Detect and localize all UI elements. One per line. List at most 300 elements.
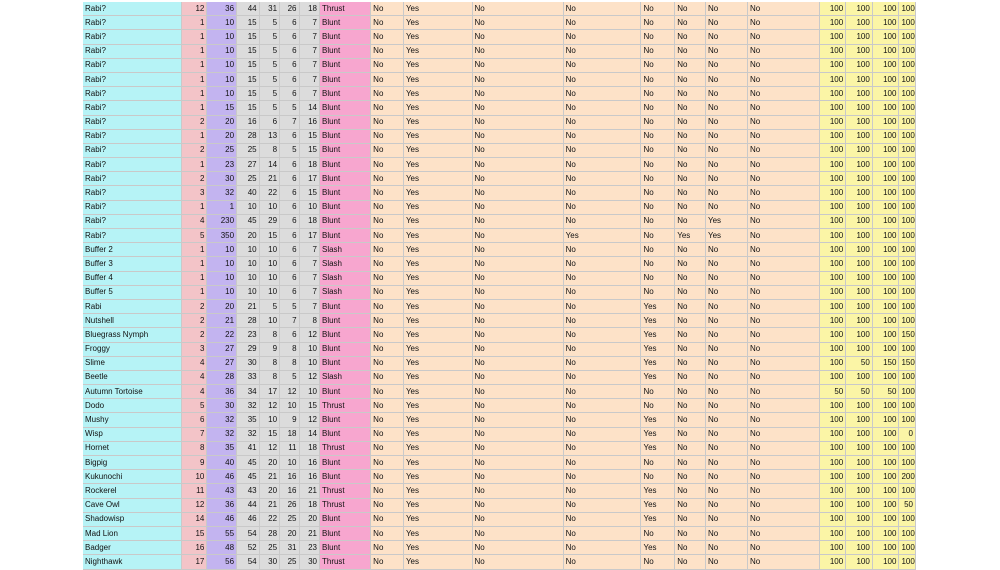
flag2-cell[interactable]: Yes (403, 385, 472, 399)
resist4-cell[interactable]: 100 (899, 314, 916, 328)
flag5-cell[interactable]: Yes (641, 342, 675, 356)
stat4-cell[interactable]: 12 (299, 328, 319, 342)
flag6-cell[interactable]: No (675, 342, 706, 356)
hp-cell[interactable]: 15 (207, 101, 237, 115)
level-cell[interactable]: 1 (181, 30, 207, 44)
attack-type-cell[interactable]: Blunt (319, 172, 370, 186)
level-cell[interactable]: 1 (181, 16, 207, 30)
resist4-cell[interactable]: 100 (899, 243, 916, 257)
resist3-cell[interactable]: 100 (872, 498, 899, 512)
hp-cell[interactable]: 30 (207, 172, 237, 186)
flag3-cell[interactable]: No (472, 498, 563, 512)
flag6-cell[interactable]: No (675, 314, 706, 328)
attack-type-cell[interactable]: Thrust (319, 399, 370, 413)
flag7-cell[interactable]: No (705, 484, 747, 498)
stat2-cell[interactable]: 22 (259, 186, 279, 200)
stat4-cell[interactable]: 15 (299, 399, 319, 413)
name-cell[interactable]: Kukunochi (83, 470, 181, 484)
resist4-cell[interactable]: 0 (899, 427, 916, 441)
stat3-cell[interactable]: 6 (280, 172, 299, 186)
resist1-cell[interactable]: 100 (819, 328, 846, 342)
flag4-cell[interactable]: No (563, 243, 641, 257)
flag4-cell[interactable]: No (563, 44, 641, 58)
name-cell[interactable]: Mad Lion (83, 526, 181, 540)
resist2-cell[interactable]: 100 (846, 441, 873, 455)
flag7-cell[interactable]: No (705, 257, 747, 271)
attack-type-cell[interactable]: Thrust (319, 2, 370, 16)
stat1-cell[interactable]: 10 (237, 243, 260, 257)
flag4-cell[interactable]: No (563, 129, 641, 143)
flag2-cell[interactable]: Yes (403, 285, 472, 299)
flag7-cell[interactable]: No (705, 16, 747, 30)
attack-type-cell[interactable]: Blunt (319, 229, 370, 243)
stat3-cell[interactable]: 6 (280, 229, 299, 243)
flag6-cell[interactable]: No (675, 101, 706, 115)
flag5-cell[interactable]: Yes (641, 370, 675, 384)
flag2-cell[interactable]: Yes (403, 470, 472, 484)
hp-cell[interactable]: 10 (207, 72, 237, 86)
resist2-cell[interactable]: 100 (846, 285, 873, 299)
flag1-cell[interactable]: No (371, 427, 404, 441)
flag1-cell[interactable]: No (371, 413, 404, 427)
resist4-cell[interactable]: 100 (899, 370, 916, 384)
level-cell[interactable]: 6 (181, 413, 207, 427)
resist2-cell[interactable]: 100 (846, 399, 873, 413)
flag5-cell[interactable]: No (641, 44, 675, 58)
flag8-cell[interactable]: No (747, 399, 819, 413)
attack-type-cell[interactable]: Thrust (319, 498, 370, 512)
flag6-cell[interactable]: No (675, 299, 706, 313)
level-cell[interactable]: 5 (181, 229, 207, 243)
stat3-cell[interactable]: 6 (280, 328, 299, 342)
hp-cell[interactable]: 32 (207, 413, 237, 427)
flag4-cell[interactable]: No (563, 87, 641, 101)
resist2-cell[interactable]: 100 (846, 370, 873, 384)
flag2-cell[interactable]: Yes (403, 30, 472, 44)
flag1-cell[interactable]: No (371, 342, 404, 356)
stat3-cell[interactable]: 6 (280, 87, 299, 101)
flag3-cell[interactable]: No (472, 87, 563, 101)
attack-type-cell[interactable]: Blunt (319, 328, 370, 342)
stat4-cell[interactable]: 23 (299, 541, 319, 555)
flag4-cell[interactable]: No (563, 498, 641, 512)
flag8-cell[interactable]: No (747, 2, 819, 16)
flag2-cell[interactable]: Yes (403, 413, 472, 427)
flag1-cell[interactable]: No (371, 87, 404, 101)
level-cell[interactable]: 1 (181, 44, 207, 58)
name-cell[interactable]: Bluegrass Nymph (83, 328, 181, 342)
flag1-cell[interactable]: No (371, 285, 404, 299)
resist4-cell[interactable]: 100 (899, 484, 916, 498)
flag5-cell[interactable]: Yes (641, 356, 675, 370)
stat1-cell[interactable]: 30 (237, 356, 260, 370)
flag8-cell[interactable]: No (747, 285, 819, 299)
stat1-cell[interactable]: 43 (237, 484, 260, 498)
flag4-cell[interactable]: No (563, 72, 641, 86)
flag3-cell[interactable]: No (472, 299, 563, 313)
stat4-cell[interactable]: 10 (299, 342, 319, 356)
stat1-cell[interactable]: 20 (237, 229, 260, 243)
hp-cell[interactable]: 46 (207, 470, 237, 484)
flag4-cell[interactable]: No (563, 413, 641, 427)
stat2-cell[interactable]: 21 (259, 470, 279, 484)
resist4-cell[interactable]: 100 (899, 541, 916, 555)
flag8-cell[interactable]: No (747, 526, 819, 540)
stat1-cell[interactable]: 40 (237, 186, 260, 200)
flag3-cell[interactable]: No (472, 58, 563, 72)
resist4-cell[interactable]: 150 (899, 328, 916, 342)
flag4-cell[interactable]: No (563, 512, 641, 526)
hp-cell[interactable]: 56 (207, 555, 237, 569)
hp-cell[interactable]: 36 (207, 385, 237, 399)
resist3-cell[interactable]: 100 (872, 541, 899, 555)
name-cell[interactable]: Dodo (83, 399, 181, 413)
resist2-cell[interactable]: 100 (846, 44, 873, 58)
resist3-cell[interactable]: 100 (872, 44, 899, 58)
flag6-cell[interactable]: No (675, 115, 706, 129)
flag2-cell[interactable]: Yes (403, 229, 472, 243)
flag4-cell[interactable]: No (563, 16, 641, 30)
resist1-cell[interactable]: 100 (819, 158, 846, 172)
attack-type-cell[interactable]: Blunt (319, 129, 370, 143)
resist1-cell[interactable]: 100 (819, 299, 846, 313)
stat3-cell[interactable]: 6 (280, 285, 299, 299)
resist2-cell[interactable]: 100 (846, 172, 873, 186)
flag3-cell[interactable]: No (472, 2, 563, 16)
flag1-cell[interactable]: No (371, 399, 404, 413)
flag1-cell[interactable]: No (371, 314, 404, 328)
stat2-cell[interactable]: 29 (259, 214, 279, 228)
flag5-cell[interactable]: No (641, 186, 675, 200)
stat4-cell[interactable]: 18 (299, 158, 319, 172)
flag3-cell[interactable]: No (472, 172, 563, 186)
flag8-cell[interactable]: No (747, 271, 819, 285)
level-cell[interactable]: 2 (181, 115, 207, 129)
flag3-cell[interactable]: No (472, 470, 563, 484)
resist2-cell[interactable]: 100 (846, 158, 873, 172)
resist3-cell[interactable]: 100 (872, 257, 899, 271)
flag7-cell[interactable]: No (705, 399, 747, 413)
flag6-cell[interactable]: No (675, 58, 706, 72)
resist4-cell[interactable]: 100 (899, 101, 916, 115)
name-cell[interactable]: Mushy (83, 413, 181, 427)
flag2-cell[interactable]: Yes (403, 441, 472, 455)
flag8-cell[interactable]: No (747, 72, 819, 86)
resist3-cell[interactable]: 100 (872, 271, 899, 285)
flag8-cell[interactable]: No (747, 512, 819, 526)
stat3-cell[interactable]: 10 (280, 399, 299, 413)
stat4-cell[interactable]: 7 (299, 285, 319, 299)
flag6-cell[interactable]: No (675, 214, 706, 228)
stat1-cell[interactable]: 29 (237, 342, 260, 356)
flag8-cell[interactable]: No (747, 441, 819, 455)
flag6-cell[interactable]: No (675, 385, 706, 399)
flag6-cell[interactable]: No (675, 413, 706, 427)
resist3-cell[interactable]: 100 (872, 229, 899, 243)
flag5-cell[interactable]: No (641, 72, 675, 86)
flag3-cell[interactable]: No (472, 342, 563, 356)
flag5-cell[interactable]: No (641, 58, 675, 72)
attack-type-cell[interactable]: Thrust (319, 555, 370, 569)
flag6-cell[interactable]: No (675, 399, 706, 413)
name-cell[interactable]: Rabi? (83, 87, 181, 101)
flag5-cell[interactable]: Yes (641, 427, 675, 441)
resist1-cell[interactable]: 100 (819, 427, 846, 441)
flag2-cell[interactable]: Yes (403, 314, 472, 328)
stat2-cell[interactable]: 31 (259, 2, 279, 16)
flag5-cell[interactable]: No (641, 87, 675, 101)
stat1-cell[interactable]: 25 (237, 143, 260, 157)
hp-cell[interactable]: 32 (207, 186, 237, 200)
stat4-cell[interactable]: 7 (299, 30, 319, 44)
attack-type-cell[interactable]: Blunt (319, 200, 370, 214)
resist2-cell[interactable]: 100 (846, 200, 873, 214)
flag2-cell[interactable]: Yes (403, 456, 472, 470)
stat3-cell[interactable]: 25 (280, 555, 299, 569)
flag2-cell[interactable]: Yes (403, 16, 472, 30)
resist2-cell[interactable]: 50 (846, 356, 873, 370)
stat1-cell[interactable]: 27 (237, 158, 260, 172)
flag2-cell[interactable]: Yes (403, 101, 472, 115)
flag8-cell[interactable]: No (747, 257, 819, 271)
flag5-cell[interactable]: Yes (641, 328, 675, 342)
stat2-cell[interactable]: 8 (259, 328, 279, 342)
name-cell[interactable]: Buffer 3 (83, 257, 181, 271)
name-cell[interactable]: Buffer 2 (83, 243, 181, 257)
resist4-cell[interactable]: 100 (899, 87, 916, 101)
flag7-cell[interactable]: No (705, 555, 747, 569)
flag4-cell[interactable]: No (563, 214, 641, 228)
resist1-cell[interactable]: 100 (819, 441, 846, 455)
flag8-cell[interactable]: No (747, 427, 819, 441)
flag6-cell[interactable]: No (675, 470, 706, 484)
level-cell[interactable]: 4 (181, 370, 207, 384)
flag4-cell[interactable]: No (563, 456, 641, 470)
stat1-cell[interactable]: 33 (237, 370, 260, 384)
resist3-cell[interactable]: 100 (872, 413, 899, 427)
flag5-cell[interactable]: Yes (641, 413, 675, 427)
flag5-cell[interactable]: No (641, 285, 675, 299)
flag1-cell[interactable]: No (371, 470, 404, 484)
flag2-cell[interactable]: Yes (403, 186, 472, 200)
hp-cell[interactable]: 36 (207, 498, 237, 512)
stat2-cell[interactable]: 20 (259, 484, 279, 498)
flag7-cell[interactable]: No (705, 370, 747, 384)
flag5-cell[interactable]: No (641, 115, 675, 129)
resist1-cell[interactable]: 100 (819, 470, 846, 484)
flag6-cell[interactable]: No (675, 328, 706, 342)
attack-type-cell[interactable]: Blunt (319, 101, 370, 115)
flag8-cell[interactable]: No (747, 498, 819, 512)
flag6-cell[interactable]: No (675, 44, 706, 58)
flag8-cell[interactable]: No (747, 186, 819, 200)
stat2-cell[interactable]: 10 (259, 200, 279, 214)
flag5-cell[interactable]: No (641, 2, 675, 16)
stat4-cell[interactable]: 21 (299, 484, 319, 498)
flag3-cell[interactable]: No (472, 541, 563, 555)
resist4-cell[interactable]: 100 (899, 512, 916, 526)
resist4-cell[interactable]: 100 (899, 30, 916, 44)
flag7-cell[interactable]: No (705, 58, 747, 72)
name-cell[interactable]: Rabi? (83, 172, 181, 186)
stat4-cell[interactable]: 10 (299, 200, 319, 214)
stat3-cell[interactable]: 6 (280, 186, 299, 200)
resist3-cell[interactable]: 100 (872, 399, 899, 413)
resist4-cell[interactable]: 100 (899, 456, 916, 470)
resist1-cell[interactable]: 100 (819, 58, 846, 72)
resist2-cell[interactable]: 100 (846, 72, 873, 86)
level-cell[interactable]: 2 (181, 328, 207, 342)
flag6-cell[interactable]: No (675, 172, 706, 186)
hp-cell[interactable]: 36 (207, 2, 237, 16)
stat3-cell[interactable]: 16 (280, 470, 299, 484)
name-cell[interactable]: Nutshell (83, 314, 181, 328)
stat1-cell[interactable]: 41 (237, 441, 260, 455)
flag4-cell[interactable]: No (563, 328, 641, 342)
resist1-cell[interactable]: 100 (819, 87, 846, 101)
name-cell[interactable]: Bigpig (83, 456, 181, 470)
flag7-cell[interactable]: No (705, 115, 747, 129)
level-cell[interactable]: 2 (181, 143, 207, 157)
resist3-cell[interactable]: 100 (872, 101, 899, 115)
stat2-cell[interactable]: 10 (259, 285, 279, 299)
resist3-cell[interactable]: 100 (872, 172, 899, 186)
stat1-cell[interactable]: 15 (237, 30, 260, 44)
flag6-cell[interactable]: No (675, 30, 706, 44)
level-cell[interactable]: 12 (181, 498, 207, 512)
flag8-cell[interactable]: No (747, 115, 819, 129)
flag3-cell[interactable]: No (472, 512, 563, 526)
resist2-cell[interactable]: 100 (846, 214, 873, 228)
resist1-cell[interactable]: 100 (819, 30, 846, 44)
flag5-cell[interactable]: No (641, 200, 675, 214)
flag1-cell[interactable]: No (371, 370, 404, 384)
attack-type-cell[interactable]: Slash (319, 285, 370, 299)
flag1-cell[interactable]: No (371, 44, 404, 58)
flag6-cell[interactable]: No (675, 200, 706, 214)
resist2-cell[interactable]: 100 (846, 143, 873, 157)
flag4-cell[interactable]: No (563, 356, 641, 370)
resist2-cell[interactable]: 100 (846, 257, 873, 271)
resist2-cell[interactable]: 100 (846, 555, 873, 569)
resist3-cell[interactable]: 100 (872, 470, 899, 484)
name-cell[interactable]: Rabi? (83, 2, 181, 16)
flag5-cell[interactable]: No (641, 129, 675, 143)
flag2-cell[interactable]: Yes (403, 2, 472, 16)
resist1-cell[interactable]: 100 (819, 271, 846, 285)
stat1-cell[interactable]: 10 (237, 200, 260, 214)
level-cell[interactable]: 1 (181, 200, 207, 214)
resist2-cell[interactable]: 100 (846, 512, 873, 526)
flag5-cell[interactable]: No (641, 555, 675, 569)
flag8-cell[interactable]: No (747, 314, 819, 328)
flag7-cell[interactable]: No (705, 427, 747, 441)
stat1-cell[interactable]: 10 (237, 257, 260, 271)
stat3-cell[interactable]: 6 (280, 72, 299, 86)
stat2-cell[interactable]: 8 (259, 143, 279, 157)
stat3-cell[interactable]: 10 (280, 456, 299, 470)
resist4-cell[interactable]: 100 (899, 172, 916, 186)
flag1-cell[interactable]: No (371, 512, 404, 526)
resist4-cell[interactable]: 100 (899, 44, 916, 58)
level-cell[interactable]: 14 (181, 512, 207, 526)
flag4-cell[interactable]: No (563, 484, 641, 498)
flag1-cell[interactable]: No (371, 58, 404, 72)
stat4-cell[interactable]: 16 (299, 456, 319, 470)
flag4-cell[interactable]: No (563, 342, 641, 356)
resist3-cell[interactable]: 100 (872, 526, 899, 540)
flag5-cell[interactable]: No (641, 385, 675, 399)
flag2-cell[interactable]: Yes (403, 541, 472, 555)
resist4-cell[interactable]: 100 (899, 143, 916, 157)
stat4-cell[interactable]: 18 (299, 2, 319, 16)
flag5-cell[interactable]: No (641, 243, 675, 257)
level-cell[interactable]: 4 (181, 385, 207, 399)
flag8-cell[interactable]: No (747, 484, 819, 498)
flag4-cell[interactable]: No (563, 115, 641, 129)
flag5-cell[interactable]: No (641, 101, 675, 115)
flag3-cell[interactable]: No (472, 427, 563, 441)
flag6-cell[interactable]: No (675, 186, 706, 200)
stat2-cell[interactable]: 6 (259, 115, 279, 129)
flag1-cell[interactable]: No (371, 143, 404, 157)
stat4-cell[interactable]: 12 (299, 413, 319, 427)
attack-type-cell[interactable]: Slash (319, 271, 370, 285)
resist3-cell[interactable]: 100 (872, 299, 899, 313)
flag3-cell[interactable]: No (472, 115, 563, 129)
flag6-cell[interactable]: No (675, 285, 706, 299)
hp-cell[interactable]: 48 (207, 541, 237, 555)
attack-type-cell[interactable]: Slash (319, 370, 370, 384)
flag7-cell[interactable]: No (705, 314, 747, 328)
level-cell[interactable]: 1 (181, 129, 207, 143)
stat3-cell[interactable]: 6 (280, 257, 299, 271)
flag1-cell[interactable]: No (371, 214, 404, 228)
flag8-cell[interactable]: No (747, 172, 819, 186)
flag2-cell[interactable]: Yes (403, 200, 472, 214)
resist1-cell[interactable]: 100 (819, 285, 846, 299)
flag7-cell[interactable]: No (705, 101, 747, 115)
resist3-cell[interactable]: 100 (872, 143, 899, 157)
level-cell[interactable]: 9 (181, 456, 207, 470)
hp-cell[interactable]: 10 (207, 44, 237, 58)
hp-cell[interactable]: 27 (207, 342, 237, 356)
attack-type-cell[interactable]: Blunt (319, 158, 370, 172)
stat4-cell[interactable]: 7 (299, 16, 319, 30)
flag2-cell[interactable]: Yes (403, 214, 472, 228)
flag3-cell[interactable]: No (472, 413, 563, 427)
stat2-cell[interactable]: 5 (259, 58, 279, 72)
flag2-cell[interactable]: Yes (403, 555, 472, 569)
stat1-cell[interactable]: 15 (237, 101, 260, 115)
stat2-cell[interactable]: 17 (259, 385, 279, 399)
hp-cell[interactable]: 30 (207, 399, 237, 413)
resist1-cell[interactable]: 100 (819, 314, 846, 328)
stat3-cell[interactable]: 31 (280, 541, 299, 555)
flag1-cell[interactable]: No (371, 115, 404, 129)
flag4-cell[interactable]: No (563, 143, 641, 157)
flag7-cell[interactable]: No (705, 512, 747, 526)
resist3-cell[interactable]: 150 (872, 356, 899, 370)
level-cell[interactable]: 1 (181, 158, 207, 172)
resist1-cell[interactable]: 100 (819, 172, 846, 186)
flag1-cell[interactable]: No (371, 172, 404, 186)
resist1-cell[interactable]: 50 (819, 385, 846, 399)
flag2-cell[interactable]: Yes (403, 271, 472, 285)
flag2-cell[interactable]: Yes (403, 87, 472, 101)
stat1-cell[interactable]: 15 (237, 58, 260, 72)
stat1-cell[interactable]: 15 (237, 72, 260, 86)
